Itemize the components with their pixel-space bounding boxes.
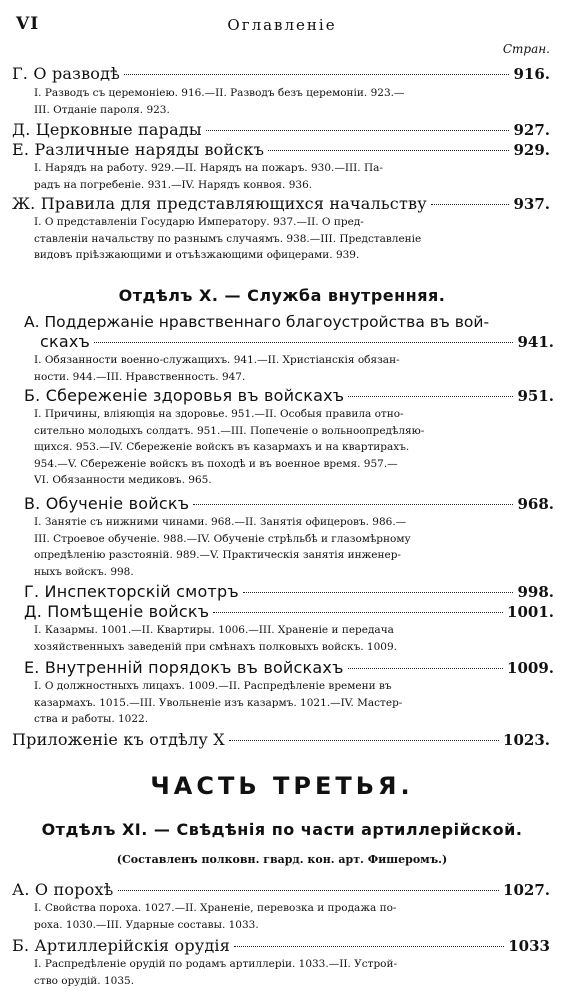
toc-subentries [34, 622, 548, 655]
toc-entry-label-line: А. Поддержаніе нравственнаго благоустройства въ вой- [24, 313, 490, 331]
dot-leader [206, 130, 510, 131]
dot-leader [348, 668, 503, 669]
toc-subentries [34, 85, 548, 118]
toc-entry-page: 1027. [503, 881, 550, 899]
section-author: (Составленъ полковн. гвард. кон. арт. Фишеромъ.) [116, 853, 448, 866]
subentry-line: ство орудій. 1035. [34, 974, 135, 987]
subentry-line: I. Разводъ съ церемоніею. 916.—II. Разводъ безъ церемоніи. 923.— [34, 87, 405, 99]
subentry-line: I. Обязанности военно-служащихъ. 941.—II. Христіанскія обязан- [34, 354, 400, 366]
subentry-line: хозяйственныхъ заведеній при смѣнахъ полковыхъ войскъ. 1009. [34, 640, 397, 653]
part-heading: ЧАСТЬ ТРЕТЬЯ. [150, 772, 414, 800]
toc-entry-label: Д. Церковные парады [12, 120, 202, 139]
toc-entry-page: 1001. [507, 603, 554, 621]
toc-entry-label: Ж. Правила для представляющихся начальству [12, 194, 427, 213]
toc-entry[interactable] [40, 332, 554, 352]
section-heading: Отдѣлъ X. — Служба внутренняя. [118, 286, 446, 305]
dot-leader [118, 890, 499, 891]
subentry-line: III. Строевое обученіе. 988.—IV. Обученіе стрѣльбѣ и глазомѣрному [34, 532, 411, 545]
subentry-line: VI. Обязанности медиковъ. 965. [34, 474, 212, 487]
toc-entry-label: Д. Помѣщеніе войскъ [24, 602, 210, 621]
toc-entry[interactable] [12, 120, 550, 140]
toc-entry-page: 1009. [507, 659, 554, 677]
subentry-line: радъ на погребеніе. 931.—IV. Нарядъ конвоя. 936. [34, 178, 313, 191]
subentry-line: 954.—V. Сбереженіе войскъ въ походѣ и въ военное время. 957.— [34, 457, 398, 470]
dot-leader [124, 74, 509, 75]
toc-entry[interactable] [12, 140, 550, 160]
subentry-line: ства и работы. 1022. [34, 713, 149, 726]
toc-subentries [34, 406, 548, 489]
toc-entry-label: А. О порохѣ [12, 880, 114, 899]
subentry-line: III. Отданіе пароля. 923. [34, 103, 170, 116]
toc-entry-label: Г. О разводѣ [12, 64, 121, 83]
toc-entry[interactable] [12, 880, 550, 900]
toc-entry[interactable] [12, 936, 550, 956]
dot-leader [229, 740, 499, 741]
dot-leader [243, 592, 514, 593]
toc-entry-page: 1023. [503, 731, 550, 749]
toc-subentries [34, 214, 548, 264]
subentry-line: ныхъ войскъ. 998. [34, 565, 134, 578]
toc-entry-label: Е. Внутренній порядокъ въ войскахъ [24, 658, 344, 677]
subentry-line: I. Распредѣленіе орудій по родамъ артиллеріи. 1033.—II. Устрой- [34, 958, 398, 970]
toc-entry-page: 951. [517, 387, 554, 405]
toc-entry-page: 937. [513, 195, 550, 213]
toc-entry[interactable] [12, 194, 550, 214]
toc-entry-label: Б. Сбереженіе здоровья въ войскахъ [24, 386, 345, 405]
dot-leader [268, 150, 509, 151]
dot-leader [348, 396, 513, 397]
toc-entry[interactable] [24, 582, 554, 602]
page-title: Оглавленіе [227, 16, 337, 34]
subentry-line: I. О должностныхъ лицахъ. 1009.—II. Распредѣленіе времени въ [34, 680, 392, 692]
subentry-line: ставленіи начальству по разнымъ случаямъ. 938.—III. Представленіе [34, 232, 422, 245]
pages-column-label: Стран. [502, 42, 550, 56]
toc-entry[interactable] [24, 602, 554, 622]
toc-entry-label: Г. Инспекторскій смотръ [24, 582, 239, 601]
toc-entry-page: 929. [513, 141, 550, 159]
subentry-line: казармахъ. 1015.—III. Увольненіе изъ казармъ. 1021.—IV. Мастер- [34, 696, 403, 709]
toc-subentries [34, 352, 548, 385]
toc-entry-label: скахъ [40, 332, 91, 351]
toc-entry-page: 927. [513, 121, 550, 139]
toc-entry[interactable] [24, 386, 554, 406]
dot-leader [94, 342, 513, 343]
subentry-line: роха. 1030.—III. Ударные составы. 1033. [34, 918, 259, 931]
toc-entry-page: 968. [517, 495, 554, 513]
page-number: VI [16, 14, 40, 34]
dot-leader [234, 946, 504, 947]
toc-subentries [34, 956, 548, 989]
toc-entry-page: 1033 [508, 937, 550, 955]
toc-entry[interactable] [12, 64, 550, 84]
toc-subentries [34, 678, 548, 728]
toc-entry-label: Б. Артиллерійскія орудія [12, 936, 231, 955]
toc-entry[interactable] [24, 494, 554, 514]
toc-entry-page: 941. [517, 333, 554, 351]
subentry-line: опредѣленію разстояній. 989.—V. Практическія занятія инженер- [34, 549, 401, 562]
subentry-line: I. О представленіи Государю Императору. 937.—II. О пред- [34, 216, 364, 228]
toc-entry-page: 998. [517, 583, 554, 601]
subentry-line: I. Свойства пороха. 1027.—II. Храненіе, перевозка и продажа по- [34, 902, 397, 914]
subentry-line: I. Нарядъ на работу. 929.—II. Нарядъ на пожаръ. 930.—III. Па- [34, 162, 383, 174]
dot-leader [193, 504, 513, 505]
dot-leader [213, 612, 503, 613]
toc-entry-label: Е. Различные наряды войскъ [12, 140, 265, 159]
subentry-line: I. Казармы. 1001.—II. Квартиры. 1006.—III. Храненіе и передача [34, 624, 394, 636]
subentry-line: видовъ пріѣзжающими и отъѣзжающими офицерами. 939. [34, 249, 360, 262]
toc-entry-label: Приложеніе къ отдѣлу X [12, 730, 225, 749]
toc-subentries [34, 900, 548, 933]
dot-leader [431, 204, 510, 205]
subentry-line: I. Занятіе съ нижними чинами. 968.—II. Занятія офицеровъ. 986.— [34, 516, 407, 528]
toc-entry[interactable] [24, 658, 554, 678]
subentry-line: I. Причины, вліяющія на здоровье. 951.—II. Особыя правила отно- [34, 408, 404, 420]
subentry-line: ности. 944.—III. Нравственность. 947. [34, 370, 246, 383]
subentry-line: сительно молодыхъ солдатъ. 951.—III. Попеченіе о вольноопредѣляю- [34, 424, 425, 437]
running-header [0, 8, 564, 32]
toc-subentries [34, 514, 548, 580]
section-heading: Отдѣлъ XI. — Свѣдѣнія по части артиллерійской. [41, 820, 523, 839]
subentry-line: щихся. 953.—IV. Сбереженіе войскъ въ казармахъ и на квартирахъ. [34, 441, 410, 454]
toc-entry-page: 916. [513, 65, 550, 83]
toc-subentries [34, 160, 548, 193]
toc-entry-label: В. Обученіе войскъ [24, 494, 190, 513]
toc-entry[interactable] [12, 730, 550, 750]
